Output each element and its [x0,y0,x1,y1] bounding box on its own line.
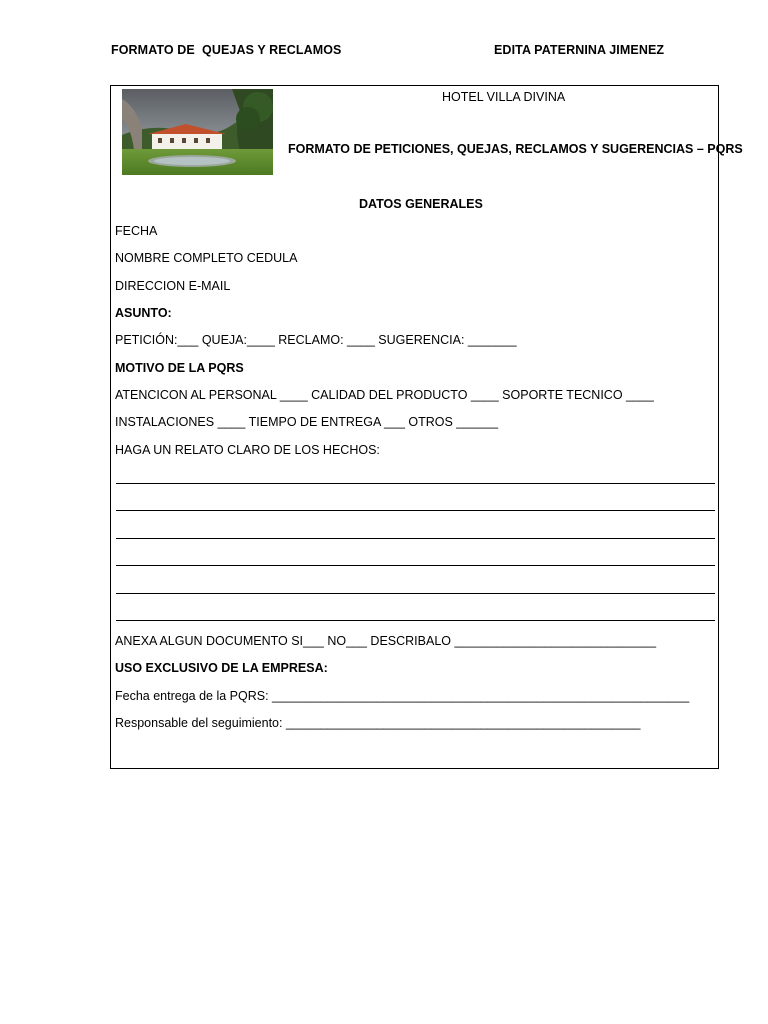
relato-line-1 [116,483,715,484]
relato-line-5 [116,593,715,594]
field-relato: HAGA UN RELATO CLARO DE LOS HECHOS: [115,443,380,457]
relato-line-3 [116,538,715,539]
hotel-name: HOTEL VILLA DIVINA [442,90,566,104]
field-responsable: Responsable del seguimiento: ___________________________________________________ [115,716,641,730]
relato-line-6 [116,620,715,621]
section-motivo: MOTIVO DE LA PQRS [115,361,244,375]
field-nombre-cedula: NOMBRE COMPLETO CEDULA [115,251,298,265]
relato-line-4 [116,565,715,566]
header-author: EDITA PATERNINA JIMENEZ [494,43,665,57]
field-fecha: FECHA [115,224,158,238]
form-title: FORMATO DE PETICIONES, QUEJAS, RECLAMOS Y SUGERENCIAS – PQRS [288,142,743,156]
field-tipo-pqrs: PETICIÓN:___ QUEJA:____ RECLAMO: ____ SUGERENCIA: _______ [115,333,517,347]
field-asunto: ASUNTO: [115,306,172,320]
field-fecha-entrega: Fecha entrega de la PQRS: ____________________________________________________________ [115,689,690,703]
section-uso-exclusivo: USO EXCLUSIVO DE LA EMPRESA: [115,661,328,675]
relato-line-2 [116,510,715,511]
hotel-photo [122,89,273,175]
field-direccion-email: DIRECCION E-MAIL [115,279,231,293]
header-left-title: FORMATO DE QUEJAS Y RECLAMOS [111,43,342,57]
section-datos-generales: DATOS GENERALES [359,197,483,211]
field-motivo-opciones-1: ATENCICON AL PERSONAL ____ CALIDAD DEL PRODUCTO ____ SOPORTE TECNICO ____ [115,388,654,402]
field-anexa-documento: ANEXA ALGUN DOCUMENTO SI___ NO___ DESCRIBALO _____________________________ [115,634,657,648]
field-motivo-opciones-2: INSTALACIONES ____ TIEMPO DE ENTREGA ___ OTROS ______ [115,415,499,429]
pqrs-form [110,85,743,769]
